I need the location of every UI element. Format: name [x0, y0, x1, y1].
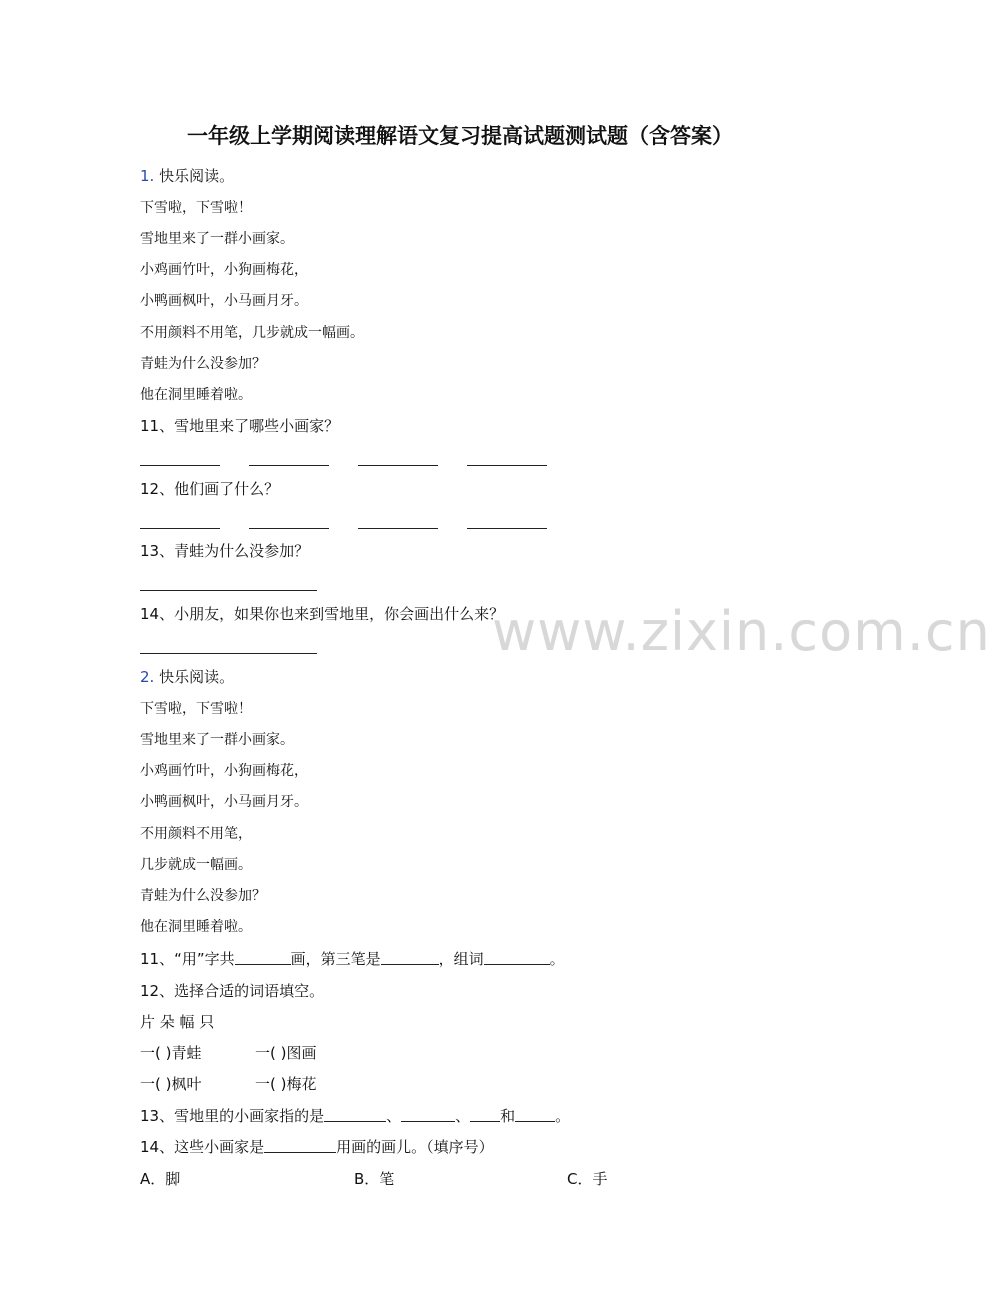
answer-blank[interactable] — [140, 653, 317, 654]
answer-blank[interactable] — [264, 1138, 336, 1153]
question-heading: 快乐阅读。 — [159, 167, 235, 185]
answer-blank[interactable] — [235, 950, 291, 965]
sub-question-13: 13、青蛙为什么没参加？ — [140, 542, 310, 560]
fill-item[interactable]: 一( )图画 — [255, 1044, 317, 1062]
page-title: 一年级上学期阅读理解语文复习提高试题测试题（含答案） — [187, 123, 733, 148]
answer-blank[interactable] — [249, 528, 329, 529]
text-segment: 、 — [386, 1107, 402, 1125]
answer-blank[interactable] — [467, 465, 547, 466]
answer-blank[interactable] — [140, 465, 220, 466]
text-segment: 和 — [500, 1107, 516, 1125]
answer-blank[interactable] — [140, 590, 317, 591]
poem-line: 小鸡画竹叶，小狗画梅花， — [140, 262, 308, 278]
text-segment: 。 — [549, 950, 565, 968]
sub-question-12: 12、他们画了什么？ — [140, 480, 280, 498]
poem-line: 青蛙为什么没参加？ — [140, 888, 266, 904]
poem-line: 青蛙为什么没参加？ — [140, 356, 266, 372]
question-2-heading — [140, 666, 234, 688]
question-1-heading — [140, 165, 234, 187]
answer-blank[interactable] — [358, 528, 438, 529]
sub-question-11 — [140, 948, 565, 970]
answer-blank[interactable] — [358, 465, 438, 466]
answer-blank[interactable] — [401, 1107, 455, 1122]
text-segment: 、 — [455, 1107, 471, 1125]
answer-blank[interactable] — [249, 465, 329, 466]
text-segment: 13、雪地里的小画家指的是 — [140, 1107, 325, 1125]
watermark: www.zixin.com.cn — [492, 600, 991, 663]
poem-line: 下雪啦，下雪啦！ — [140, 701, 252, 717]
poem-line: 雪地里来了一群小画家。 — [140, 732, 294, 748]
sub-question-13 — [140, 1105, 570, 1127]
answer-blank[interactable] — [470, 1107, 500, 1122]
poem-line: 几步就成一幅画。 — [140, 857, 252, 873]
answer-blank[interactable] — [484, 950, 550, 965]
poem-line: 不用颜料不用笔，几步就成一幅画。 — [140, 325, 364, 341]
poem-line: 雪地里来了一群小画家。 — [140, 231, 294, 247]
answer-blank[interactable] — [381, 950, 439, 965]
answer-blank[interactable] — [140, 528, 220, 529]
word-choices: 片 朵 幅 只 — [140, 1013, 215, 1031]
sub-question-12: 12、选择合适的词语填空。 — [140, 982, 325, 1000]
poem-line: 不用颜料不用笔， — [140, 826, 252, 842]
poem-line: 小鸭画枫叶，小马画月牙。 — [140, 794, 308, 810]
sub-question-14: 14、小朋友，如果你也来到雪地里，你会画出什么来？ — [140, 605, 505, 623]
poem-line: 他在洞里睡着啦。 — [140, 919, 252, 935]
question-number: 2. — [140, 668, 155, 686]
fill-item[interactable]: 一( )枫叶 — [140, 1075, 202, 1093]
sub-question-11: 11、雪地里来了哪些小画家？ — [140, 417, 340, 435]
poem-line: 下雪啦，下雪啦！ — [140, 200, 252, 216]
text-segment: 14、这些小画家是 — [140, 1138, 265, 1156]
poem-line: 小鸡画竹叶，小狗画梅花， — [140, 763, 308, 779]
option-c[interactable]: C．手 — [567, 1170, 608, 1188]
text-segment: 。 — [555, 1107, 571, 1125]
option-a[interactable]: A．脚 — [140, 1170, 181, 1188]
sub-question-14 — [140, 1136, 494, 1158]
answer-blank[interactable] — [515, 1107, 555, 1122]
fill-item[interactable]: 一( )青蛙 — [140, 1044, 202, 1062]
text-segment: 画，第三笔是 — [290, 950, 381, 968]
poem-line: 小鸭画枫叶，小马画月牙。 — [140, 293, 308, 309]
question-number: 1. — [140, 167, 155, 185]
poem-line: 他在洞里睡着啦。 — [140, 387, 252, 403]
answer-blank[interactable] — [467, 528, 547, 529]
text-segment: ，组词 — [438, 950, 484, 968]
question-heading: 快乐阅读。 — [159, 668, 235, 686]
fill-item[interactable]: 一( )梅花 — [255, 1075, 317, 1093]
answer-blank[interactable] — [324, 1107, 386, 1122]
text-segment: 11、“用”字共 — [140, 950, 235, 968]
text-segment: 用画的画儿。（填序号） — [336, 1138, 494, 1156]
option-b[interactable]: B．笔 — [354, 1170, 395, 1188]
